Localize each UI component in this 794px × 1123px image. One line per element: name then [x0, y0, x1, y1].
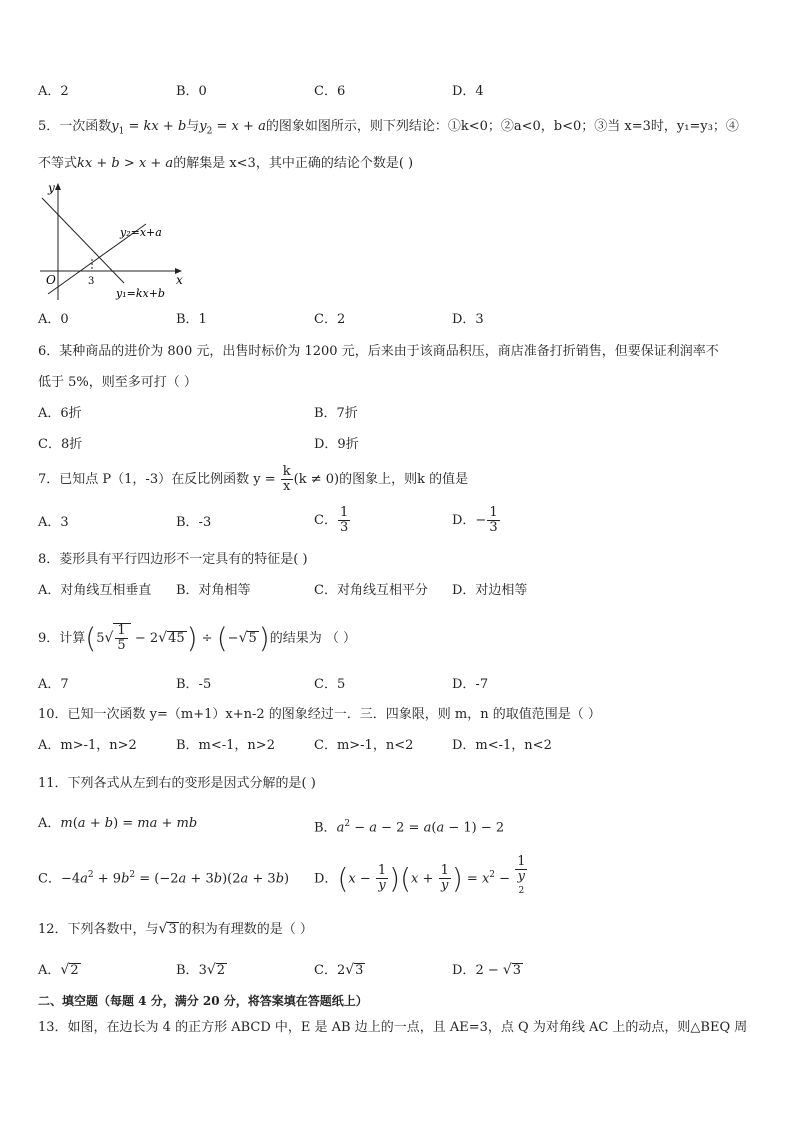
- q8-option-b: B．对角相等: [176, 583, 251, 598]
- q9-option-a: A．7: [38, 677, 69, 692]
- q13-question: 13．如图，在边长为 4 的正方形 ABCD 中，E 是 AB 边上的一点，且 AE=3，点 Q 为对角线 AC 上的动点，则△BEQ 周: [38, 1020, 748, 1035]
- q11-option-b: B．$a^2 - a - 2 = a(a - 1) - 2$: [314, 819, 505, 836]
- q6-option-d: D．9折: [314, 437, 359, 452]
- q12-question: 12．下列各数中，与√3 的积为有理数的是（ ）: [38, 921, 313, 937]
- q5-option-c: C．2: [314, 312, 346, 327]
- q11-option-c: C．$-4a^2 + 9b^2 = (-2a + 3b)(2a + 3b)$: [38, 870, 290, 887]
- line-y1: [42, 198, 124, 283]
- q5-option-b: B．1: [176, 312, 207, 327]
- q5-graph: [34, 180, 194, 305]
- q7-question: 7．已知点 P（1，-3）在反比例函数 y = $\frac{k}{x}$ (k ≠ 0)的图象上，则k 的值是: [38, 464, 469, 494]
- q12-option-b: B．3√2: [176, 962, 226, 978]
- q10-question: 10．已知一次函数 y=（m+1）x+n-2 的图象经过一．三．四象限，则 m，n 的取值范围是（ ）: [38, 707, 601, 722]
- q4-option-c: C．6: [314, 84, 346, 99]
- q8-option-c: C．对角线互相平分: [314, 583, 428, 598]
- q7-option-c: C． $\frac{1}{3}$: [314, 505, 349, 535]
- q6-option-c: C．8折: [38, 437, 83, 452]
- q5-line1: 5．一次函数$y_1$ = kx + b与$y_2 = x + a$的图象如图所示，则下列结论：①k<0；②a<0，b<0；③当 x=3时，y₁=y₃；④: [38, 119, 739, 137]
- q4-option-d: D．4: [452, 84, 484, 99]
- q9-option-d: D．-7: [452, 677, 489, 692]
- q5-option-d: D．3: [452, 312, 484, 327]
- q7-option-b: B．-3: [176, 515, 212, 530]
- q9-option-c: C．5: [314, 677, 346, 692]
- q8-option-d: D．对边相等: [452, 583, 528, 598]
- q7-option-d: D．− $\frac{1}{3}$: [452, 505, 498, 535]
- q7-option-a: A．3: [38, 515, 69, 530]
- q5-line2: 不等式kx + b > x + a的解集是 x<3，其中正确的结论个数是( ): [38, 156, 414, 171]
- q9-option-b: B．-5: [176, 677, 212, 692]
- q11-option-a: A．m(a + b) = ma + mb: [38, 816, 198, 831]
- q6-line2: 低于 5%，则至多可打（ ）: [38, 375, 197, 390]
- q6-line1: 6．某种商品的进价为 800 元，出售时标价为 1200 元，后来由于该商品积压，商店准备打折销售，但要保证利润率不: [38, 344, 719, 359]
- q10-option-b: B．m<-1，n>2: [176, 738, 275, 753]
- q10-option-a: A．m>-1，n>2: [38, 738, 137, 753]
- q6-option-a: A．6折: [38, 406, 82, 421]
- line-y1-label: y₁=kx+b: [116, 287, 165, 300]
- y-axis-arrow: [55, 183, 61, 190]
- q10-option-d: D．m<-1，n<2: [452, 738, 552, 753]
- line-y2-label: y₂=x+a: [120, 226, 162, 239]
- origin-label: O: [46, 273, 56, 287]
- q5-option-a: A．0: [38, 312, 69, 327]
- x-axis-label: x: [176, 273, 183, 287]
- q12-option-d: D．2 − √3: [452, 962, 522, 978]
- q10-option-c: C．m>-1，n<2: [314, 738, 414, 753]
- q6-option-b: B．7折: [314, 406, 358, 421]
- q4-option-a: A．2: [38, 84, 69, 99]
- q11-option-d: D．(x − $\frac{1}{y}$ )(x + $\frac{1}{y}$ ) = $x^2$ − 1 y $^2$: [314, 854, 526, 897]
- q12-option-a: A．√2: [38, 962, 79, 978]
- q8-question: 8．菱形具有平行四边形不一定具有的特征是( ): [38, 552, 308, 567]
- tick-3-label: 3: [88, 276, 95, 287]
- q12-option-c: C．2√3: [314, 962, 364, 978]
- q8-option-a: A．对角线互相垂直: [38, 583, 152, 598]
- q11-question: 11．下列各式从左到右的变形是因式分解的是( ): [38, 776, 316, 791]
- q4-option-b: B．0: [176, 84, 207, 99]
- y-axis-label: y: [48, 181, 55, 195]
- q9-question: 9．计算(5√ $\frac{1}{5}$ − 2√45) ÷ (−√5)的结果为 （ ）: [38, 621, 356, 655]
- section-2-title: 二、填空题（每题 4 分，满分 20 分，将答案填在答题纸上）: [38, 994, 368, 1008]
